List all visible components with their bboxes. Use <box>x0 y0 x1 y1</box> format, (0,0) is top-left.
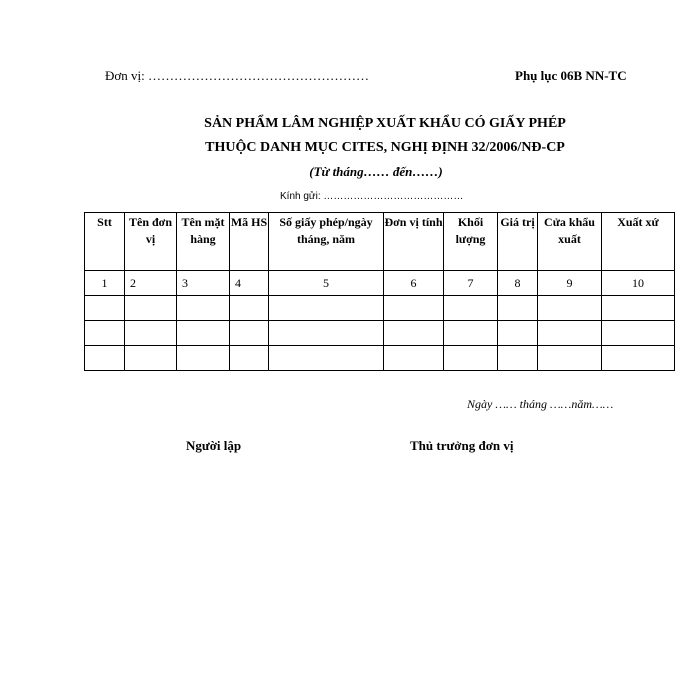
table-cell[interactable] <box>177 296 230 321</box>
table-cell[interactable] <box>602 346 675 371</box>
col-header-value: Giá trị <box>498 213 538 271</box>
table-cell[interactable] <box>269 296 384 321</box>
header-row <box>85 213 675 271</box>
col-header-unit-name: Tên đơn vị <box>125 213 177 271</box>
table-cell[interactable] <box>269 321 384 346</box>
column-number: 7 <box>444 271 498 296</box>
form-title-line-2: THUỘC DANH MỤC CITES, NGHỊ ĐỊNH 32/2006/NĐ-CP <box>205 140 565 155</box>
table-cell[interactable] <box>538 296 602 321</box>
table-row <box>85 346 675 371</box>
date-line: Ngày …… tháng ……năm…… <box>467 397 614 411</box>
signer-head-of-unit: Thủ trưởng đơn vị <box>410 438 514 453</box>
table-row <box>85 321 675 346</box>
col-header-origin: Xuất xứ <box>602 213 675 271</box>
column-number: 9 <box>538 271 602 296</box>
table-cell[interactable] <box>384 346 444 371</box>
table-cell[interactable] <box>85 346 125 371</box>
annex-label: Phụ lục 06B NN-TC <box>515 68 627 83</box>
table-cell[interactable] <box>125 346 177 371</box>
column-number: 6 <box>384 271 444 296</box>
unit-label: Đơn vị: …………………………………………… <box>105 68 369 83</box>
table-cell[interactable] <box>444 321 498 346</box>
reporting-period: (Từ tháng…… đến……) <box>309 164 443 179</box>
col-header-permit-number: Số giấy phép/ngày tháng, năm <box>269 213 384 271</box>
table-cell[interactable] <box>384 321 444 346</box>
export-products-table <box>84 212 675 371</box>
table-cell[interactable] <box>602 296 675 321</box>
table-cell[interactable] <box>498 321 538 346</box>
col-header-volume: Khối lượng <box>444 213 498 271</box>
column-number: 4 <box>230 271 269 296</box>
table-cell[interactable] <box>230 346 269 371</box>
table-cell[interactable] <box>177 346 230 371</box>
form-title-line-1: SẢN PHẨM LÂM NGHIỆP XUẤT KHẨU CÓ GIẤY PHÉP <box>204 116 566 131</box>
column-number: 5 <box>269 271 384 296</box>
column-number: 1 <box>85 271 125 296</box>
table-cell[interactable] <box>125 296 177 321</box>
table-cell[interactable] <box>538 321 602 346</box>
table-cell[interactable] <box>498 346 538 371</box>
table-cell[interactable] <box>85 296 125 321</box>
col-header-product-name: Tên mặt hàng <box>177 213 230 271</box>
signer-preparer: Người lập <box>186 438 242 453</box>
table-cell[interactable] <box>444 346 498 371</box>
table-cell[interactable] <box>230 296 269 321</box>
table-cell[interactable] <box>269 346 384 371</box>
table-cell[interactable] <box>498 296 538 321</box>
column-number: 10 <box>602 271 675 296</box>
column-number: 3 <box>177 271 230 296</box>
column-number-row <box>85 271 675 296</box>
table-cell[interactable] <box>384 296 444 321</box>
table-cell[interactable] <box>125 321 177 346</box>
table-cell[interactable] <box>230 321 269 346</box>
table-cell[interactable] <box>85 321 125 346</box>
col-header-stt: Stt <box>85 213 125 271</box>
table-row <box>85 296 675 321</box>
col-header-hs-code: Mã HS <box>230 213 269 271</box>
table-cell[interactable] <box>602 321 675 346</box>
col-header-export-gate: Cửa khẩu xuất <box>538 213 602 271</box>
table-cell[interactable] <box>444 296 498 321</box>
table-cell[interactable] <box>538 346 602 371</box>
addressee-line: Kính gửi: …………………………………… <box>280 191 464 202</box>
col-header-unit-of-measure: Đơn vị tính <box>384 213 444 271</box>
column-number: 8 <box>498 271 538 296</box>
table-cell[interactable] <box>177 321 230 346</box>
column-number: 2 <box>125 271 177 296</box>
